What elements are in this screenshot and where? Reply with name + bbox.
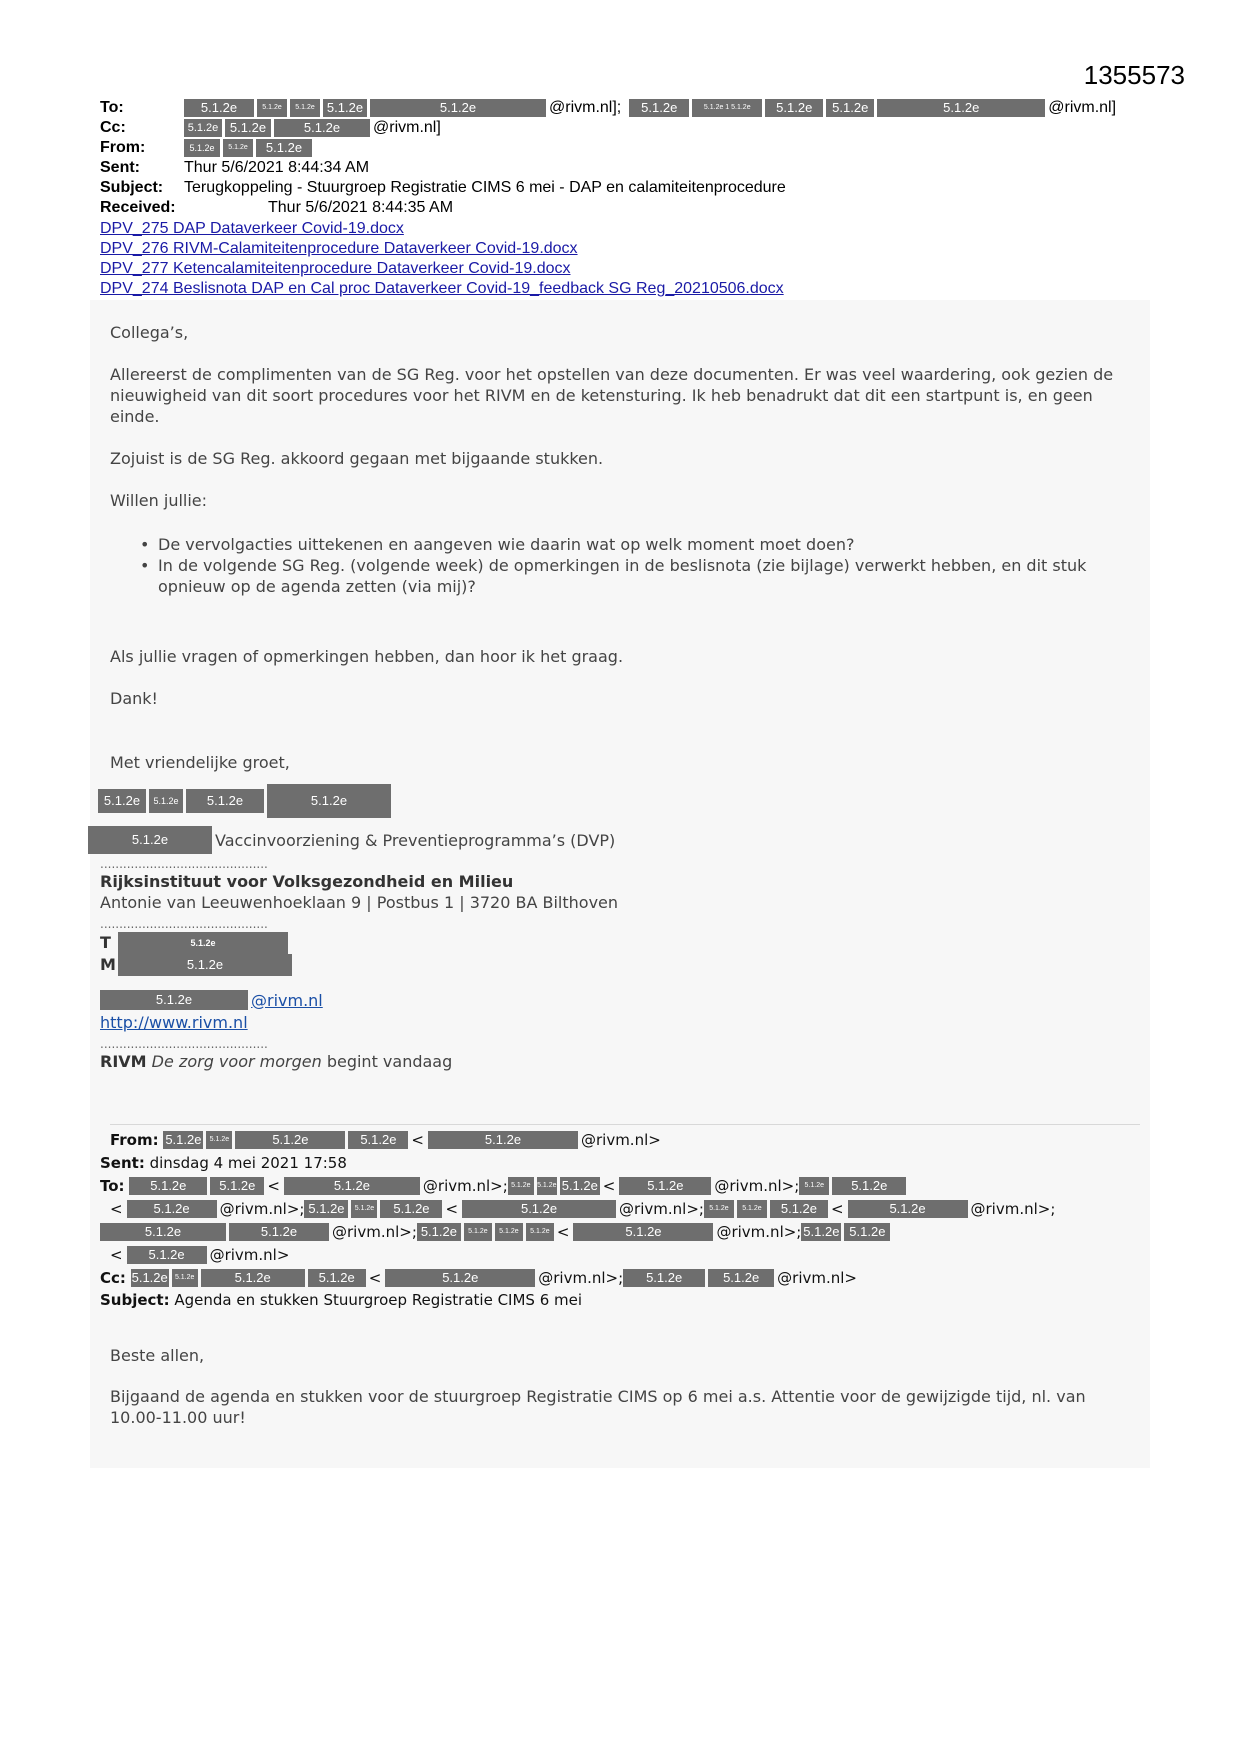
attachment-link[interactable]: DPV_274 Beslisnota DAP en Cal proc Dataverkeer Covid-19_feedback SG Reg_20210506.docx bbox=[100, 280, 784, 297]
redaction: 5.1.2e bbox=[348, 1131, 408, 1149]
fwd-subject-row bbox=[100, 1289, 1140, 1311]
fwd-from-tail: @rivm.nl> bbox=[580, 1131, 661, 1149]
fwd-from-label: From: bbox=[110, 1131, 159, 1149]
fwd-from-row bbox=[100, 1128, 1140, 1152]
redaction: 5.1.2e bbox=[832, 1177, 906, 1195]
from-row bbox=[100, 138, 1160, 158]
bullet-list bbox=[110, 534, 1140, 597]
redaction: 5.1.2e bbox=[537, 1177, 557, 1195]
sent-label: Sent: bbox=[100, 159, 140, 176]
signature-phone-block bbox=[100, 932, 295, 976]
cc-tail: @rivm.nl] bbox=[373, 119, 441, 136]
tagline-bold: RIVM bbox=[100, 1052, 147, 1071]
addr-tail-last: @rivm.nl> bbox=[209, 1245, 290, 1264]
redaction: 5.1.2e bbox=[257, 99, 287, 117]
redaction: 5.1.2e bbox=[428, 1131, 578, 1149]
addr-tail: @rivm.nl>; bbox=[538, 1268, 624, 1287]
addr-tail: @rivm.nl>; bbox=[219, 1199, 305, 1218]
tagline-italic: De zorg voor morgen bbox=[151, 1052, 322, 1071]
addr-tail: @rivm.nl>; bbox=[332, 1222, 417, 1241]
lt-symbol: < bbox=[368, 1268, 382, 1287]
sent-row bbox=[100, 158, 1160, 178]
redaction: 5.1.2e bbox=[118, 932, 288, 954]
redaction: 5.1.2e bbox=[704, 1200, 734, 1218]
redaction: 5.1.2e bbox=[184, 99, 254, 117]
message-paragraph: Dank! bbox=[110, 689, 158, 708]
redaction: 5.1.2e bbox=[304, 1200, 348, 1218]
received-label: Received: bbox=[100, 199, 176, 216]
fwd-to-row-3 bbox=[100, 1220, 1140, 1243]
redaction: 5.1.2e bbox=[351, 1200, 377, 1218]
redaction: 5.1.2e bbox=[98, 789, 146, 813]
message-paragraph: Allereerst de complimenten van de SG Reg. voor het opstellen van deze documenten. Er was veel waardering, ook gezien de nieuwigheid van dit soort procedures voor het RIVM en de ketensturing. Ik heb benadrukt dat dit een startpunt is, en geen einde. bbox=[110, 365, 1114, 426]
redaction: 5.1.2e bbox=[803, 1223, 840, 1239]
redaction: 5.1.2e bbox=[623, 1269, 705, 1287]
forwarded-header bbox=[100, 1128, 1140, 1311]
fwd-sent-row bbox=[100, 1152, 1140, 1174]
signature-tagline bbox=[100, 1052, 452, 1071]
redaction: 5.1.2e bbox=[495, 1223, 523, 1241]
redaction: 5.1.2e bbox=[417, 1223, 461, 1241]
message-paragraph: Willen jullie: bbox=[110, 491, 208, 510]
bullet-item: • De vervolgacties uittekenen en aangeven wie daarin wat op welk moment moet doen? bbox=[158, 534, 1140, 555]
cc-row bbox=[100, 118, 1160, 138]
redaction: 5.1.2e bbox=[765, 99, 823, 117]
fwd-cc-label: Cc: bbox=[100, 1268, 126, 1287]
signature-divider: ............................................ bbox=[100, 917, 268, 931]
signature-website-link[interactable]: http://www.rivm.nl bbox=[100, 1013, 248, 1032]
redaction: 5.1.2e 1 5.1.2e bbox=[692, 99, 762, 117]
redaction: 5.1.2e bbox=[267, 784, 391, 818]
fwd-sent-label: Sent: bbox=[100, 1154, 145, 1172]
message-paragraph: Als jullie vragen of opmerkingen hebben, dan hoor ik het graag. bbox=[110, 647, 624, 666]
redaction: 5.1.2e bbox=[210, 1177, 264, 1195]
redaction: 5.1.2e bbox=[323, 99, 367, 117]
redaction: 5.1.2e bbox=[149, 789, 183, 813]
signature-dept: Vaccinvoorziening & Preventieprogramma’s (DVP) bbox=[215, 830, 616, 850]
signature-name-redactions bbox=[98, 784, 394, 818]
redaction: 5.1.2e bbox=[284, 1177, 420, 1195]
redaction: 5.1.2e bbox=[799, 1177, 829, 1195]
addr-tail: @rivm.nl>; bbox=[619, 1199, 704, 1218]
redaction: 5.1.2e bbox=[256, 139, 312, 157]
lt-symbol: < bbox=[110, 1245, 123, 1264]
redaction: 5.1.2e bbox=[274, 119, 370, 137]
redaction: 5.1.2e bbox=[464, 1223, 492, 1241]
attachment-link[interactable]: DPV_275 DAP Dataverkeer Covid-19.docx bbox=[100, 220, 404, 237]
fwd-cc-row bbox=[100, 1266, 1140, 1289]
addr-tail: @rivm.nl>; bbox=[422, 1176, 508, 1195]
redaction: 5.1.2e bbox=[290, 99, 320, 117]
redaction: 5.1.2e bbox=[100, 990, 248, 1010]
phone-t-row bbox=[100, 932, 295, 954]
redaction: 5.1.2e bbox=[844, 1223, 890, 1241]
redaction: 5.1.2e bbox=[848, 1200, 968, 1218]
fwd-sent-value: dinsdag 4 mei 2021 17:58 bbox=[149, 1154, 347, 1172]
lt-symbol: < bbox=[602, 1176, 616, 1195]
fwd-subject-value: Agenda en stukken Stuurgroep Registratie CIMS 6 mei bbox=[174, 1291, 583, 1309]
message-greeting: Collega’s, bbox=[110, 323, 189, 342]
redaction: 5.1.2e bbox=[308, 1269, 366, 1287]
redaction: 5.1.2e bbox=[629, 99, 689, 117]
signature-org: Rijksinstituut voor Volksgezondheid en Milieu bbox=[100, 872, 514, 891]
lt-symbol: < bbox=[445, 1199, 459, 1218]
fwd-subject-label: Subject: bbox=[100, 1291, 170, 1309]
redaction: 5.1.2e bbox=[129, 1177, 207, 1195]
fwd-to-row-2 bbox=[100, 1197, 1140, 1220]
fwd-paragraph: Bijgaand de agenda en stukken voor de stuurgroep Registratie CIMS op 6 mei a.s. Attentie voor de gewijzigde tijd, nl. van 10.00-11.00 uur! bbox=[110, 1387, 1086, 1427]
signature-divider: ............................................ bbox=[100, 857, 268, 871]
lt-symbol: < bbox=[267, 1176, 280, 1195]
subject-label: Subject: bbox=[100, 179, 164, 196]
redaction: 5.1.2e bbox=[201, 1269, 305, 1287]
message-closing: Met vriendelijke groet, bbox=[110, 753, 290, 772]
signature-email-link[interactable]: @rivm.nl bbox=[251, 990, 323, 1010]
received-row bbox=[100, 198, 1160, 218]
redaction: 5.1.2e bbox=[462, 1200, 616, 1218]
signature-website-row bbox=[100, 1013, 248, 1032]
to-label: To: bbox=[100, 99, 124, 116]
redaction: 5.1.2e bbox=[206, 1131, 232, 1149]
redaction: 5.1.2e bbox=[118, 954, 292, 976]
signature-address: Antonie van Leeuwenhoeklaan 9 | Postbus 1 | 3720 BA Bilthoven bbox=[100, 893, 619, 912]
redaction: 5.1.2e bbox=[165, 1132, 202, 1147]
to-tail: @rivm.nl] bbox=[1048, 99, 1117, 116]
received-value: Thur 5/6/2021 8:44:35 AM bbox=[268, 199, 454, 216]
redaction: 5.1.2e bbox=[127, 1246, 207, 1264]
cc-label: Cc: bbox=[100, 119, 126, 136]
lt-symbol: < bbox=[411, 1131, 424, 1149]
redaction: 5.1.2e bbox=[770, 1200, 828, 1218]
subject-value: Terugkoppeling - Stuurgroep Registratie CIMS 6 mei - DAP en calamiteitenprocedure bbox=[184, 179, 786, 196]
addr-tail-last: @rivm.nl> bbox=[777, 1268, 857, 1287]
document-number: 1355573 bbox=[1083, 60, 1185, 90]
bullet-item: • In de volgende SG Reg. (volgende week) de opmerkingen in de beslisnota (zie bijlage) verwerkt hebben, en dit stuk opnieuw op de agenda zetten (via mij)? bbox=[158, 555, 1140, 597]
redaction: 5.1.2e bbox=[225, 119, 271, 137]
redaction: 5.1.2e bbox=[380, 1200, 442, 1218]
lt-symbol: < bbox=[110, 1199, 123, 1218]
subject-row bbox=[100, 178, 1160, 198]
redaction: 5.1.2e bbox=[184, 119, 222, 137]
redaction: 5.1.2e bbox=[737, 1200, 767, 1218]
redaction: 5.1.2e bbox=[223, 139, 253, 157]
lt-symbol: < bbox=[830, 1199, 844, 1218]
fwd-to-row-1 bbox=[100, 1174, 1140, 1197]
redaction: 5.1.2e bbox=[561, 1177, 598, 1193]
redaction: 5.1.2e bbox=[877, 99, 1045, 117]
signature-email-row bbox=[100, 990, 323, 1010]
email-header bbox=[100, 98, 1160, 299]
fwd-greeting: Beste allen, bbox=[110, 1346, 205, 1365]
redaction: 5.1.2e bbox=[131, 1269, 168, 1285]
sent-value: Thur 5/6/2021 8:44:34 AM bbox=[184, 159, 370, 176]
redaction: 5.1.2e bbox=[186, 789, 264, 813]
addr-tail: @rivm.nl>; bbox=[970, 1199, 1056, 1218]
redaction: 5.1.2e bbox=[127, 1200, 217, 1218]
phone-m-label: M bbox=[100, 955, 116, 974]
to-row bbox=[100, 98, 1160, 118]
attachment-list bbox=[100, 219, 1160, 299]
to-tail: @rivm.nl]; bbox=[549, 99, 622, 116]
attachment-link[interactable]: DPV_276 RIVM-Calamiteitenprocedure Dataverkeer Covid-19.docx bbox=[100, 240, 578, 257]
redaction: 5.1.2e bbox=[508, 1177, 534, 1195]
addr-tail: @rivm.nl>; bbox=[716, 1222, 802, 1241]
redaction: 5.1.2e bbox=[229, 1223, 329, 1241]
phone-m-row bbox=[100, 954, 295, 976]
forward-separator bbox=[110, 1124, 1140, 1125]
redaction: 5.1.2e bbox=[172, 1269, 198, 1287]
redaction: 5.1.2e bbox=[184, 139, 220, 157]
redaction: 5.1.2e bbox=[100, 1223, 226, 1241]
redaction: 5.1.2e bbox=[235, 1131, 345, 1149]
attachment-link[interactable]: DPV_277 Ketencalamiteitenprocedure Dataverkeer Covid-19.docx bbox=[100, 260, 571, 277]
redaction: 5.1.2e bbox=[385, 1269, 535, 1287]
fwd-to-row-4 bbox=[100, 1243, 1140, 1266]
redaction: 5.1.2e bbox=[619, 1177, 711, 1195]
redaction: 5.1.2e bbox=[826, 99, 874, 117]
signature-divider: ............................................ bbox=[100, 1037, 268, 1051]
redaction: 5.1.2e bbox=[708, 1269, 774, 1287]
redaction: 5.1.2e bbox=[526, 1223, 554, 1241]
redaction: 5.1.2e bbox=[88, 826, 212, 854]
fwd-to-label: To: bbox=[100, 1176, 125, 1195]
phone-t-label: T bbox=[100, 933, 111, 952]
addr-tail: @rivm.nl>; bbox=[714, 1176, 800, 1195]
lt-symbol: < bbox=[556, 1222, 570, 1241]
signature-dept-row bbox=[88, 826, 615, 854]
redaction: 5.1.2e bbox=[573, 1223, 713, 1241]
message-paragraph: Zojuist is de SG Reg. akkoord gegaan met bijgaande stukken. bbox=[110, 449, 604, 468]
redaction: 5.1.2e bbox=[370, 99, 546, 117]
tagline-rest: begint vandaag bbox=[326, 1052, 453, 1071]
from-label: From: bbox=[100, 139, 146, 156]
